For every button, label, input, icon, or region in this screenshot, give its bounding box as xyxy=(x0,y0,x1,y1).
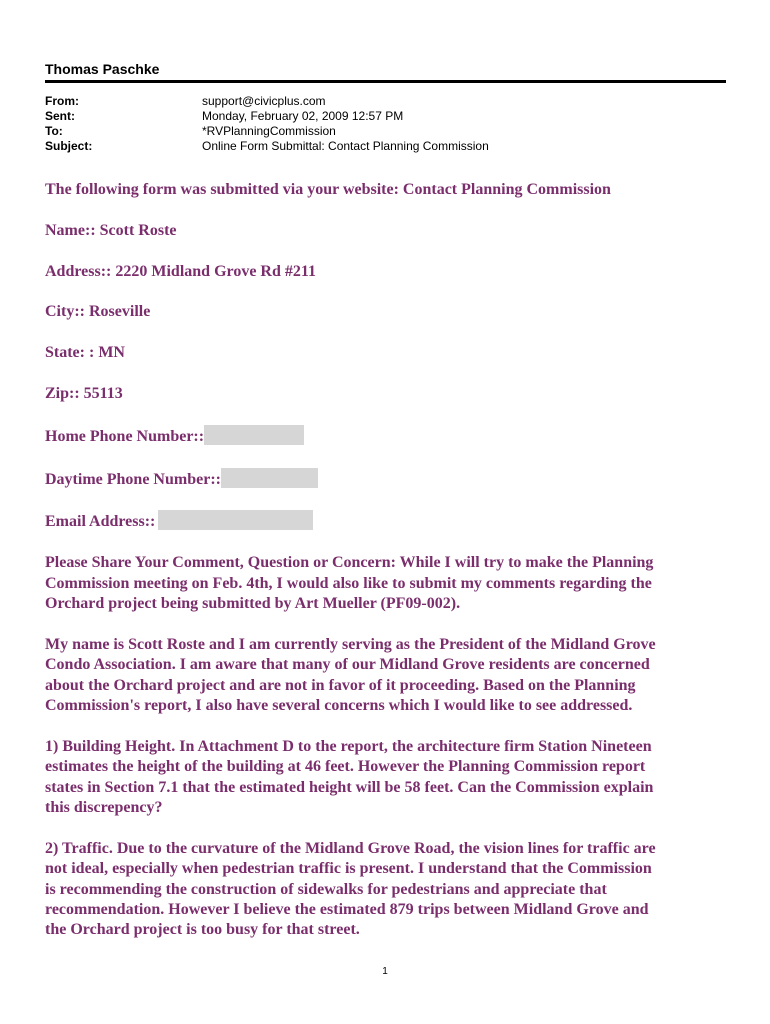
text-line: recommendation. However I believe the estimated 879 trips between Midland Grove and xyxy=(45,901,649,919)
paragraph-building-height xyxy=(45,737,735,819)
text-line: Condo Association. I am aware that many of our Midland Grove residents are concerned xyxy=(45,656,650,674)
header-value-to: *RVPlanningCommission xyxy=(202,124,336,138)
text-line: Orchard project being submitted by Art Mueller (PF09-002). xyxy=(45,594,461,612)
text-line: Commission's report, I also have several concerns which I would like to see addressed. xyxy=(45,697,633,714)
header-row-to xyxy=(45,124,489,139)
field-state: State: : MN xyxy=(45,344,125,362)
header-row-subject xyxy=(45,139,489,154)
text-line: estimates the height of the building at 46 feet. However the Planning Commission report xyxy=(45,758,646,776)
header-label: To: xyxy=(45,124,63,138)
field-zip: Zip:: 55113 xyxy=(45,384,123,402)
text-line: about the Orchard project and are not in favor of it proceeding. Based on the Planning xyxy=(45,676,636,694)
text-line: this discrepency? xyxy=(45,799,163,817)
text-line: is recommending the construction of sidewalks for pedestrians and appreciate that xyxy=(45,880,607,898)
email-label: Email Address:: xyxy=(45,513,156,531)
text-line: 1) Building Height. In Attachment D to the report, the architecture firm Station Nineteen xyxy=(45,737,652,755)
header-label: From: xyxy=(45,94,79,108)
redacted-email xyxy=(158,510,313,530)
text-line: My name is Scott Roste and I am currently serving as the President of the Midland Grove xyxy=(45,635,656,653)
header-label: Subject: xyxy=(45,139,93,153)
text-line: the Orchard project is too busy for that street. xyxy=(45,921,360,939)
field-name: Name:: Scott Roste xyxy=(45,221,177,239)
home-phone-label: Home Phone Number:: xyxy=(45,427,205,445)
page-number: 1 xyxy=(382,966,388,977)
redacted-daytime-phone xyxy=(221,468,318,488)
field-home-phone xyxy=(45,425,735,447)
redacted-home-phone xyxy=(204,425,304,445)
paragraph-traffic xyxy=(45,839,735,941)
form-body xyxy=(45,180,735,961)
field-daytime-phone xyxy=(45,468,735,490)
email-header-block xyxy=(45,94,489,154)
text-line: Commission meeting on Feb. 4th, I would also like to submit my comments regarding the xyxy=(45,574,652,592)
header-value-subject: Online Form Submittal: Contact Planning Commission xyxy=(202,139,489,153)
header-label: Sent: xyxy=(45,109,75,123)
text-line: Please Share Your Comment, Question or Concern: While I will try to make the Planning xyxy=(45,554,654,572)
text-line: not ideal, especially when pedestrian traffic is present. I understand that the Commission xyxy=(45,860,652,878)
field-email xyxy=(45,510,735,532)
paragraph-introduction xyxy=(45,635,735,717)
form-intro: The following form was submitted via your website: Contact Planning Commission xyxy=(45,181,611,198)
daytime-phone-label: Daytime Phone Number:: xyxy=(45,470,221,488)
header-row-sent xyxy=(45,109,489,124)
field-city: City:: Roseville xyxy=(45,303,151,321)
header-row-from xyxy=(45,94,489,109)
sender-name: Thomas Paschke xyxy=(45,61,160,77)
header-value-sent: Monday, February 02, 2009 12:57 PM xyxy=(202,109,404,123)
field-address: Address:: 2220 Midland Grove Rd #211 xyxy=(45,262,316,280)
text-line: 2) Traffic. Due to the curvature of the Midland Grove Road, the vision lines for traffic are xyxy=(45,839,656,857)
comment-paragraph xyxy=(45,553,735,614)
header-divider xyxy=(45,80,726,83)
text-line: states in Section 7.1 that the estimated height will be 58 feet. Can the Commission explain xyxy=(45,778,654,796)
header-value-from: support@civicplus.com xyxy=(202,94,326,108)
